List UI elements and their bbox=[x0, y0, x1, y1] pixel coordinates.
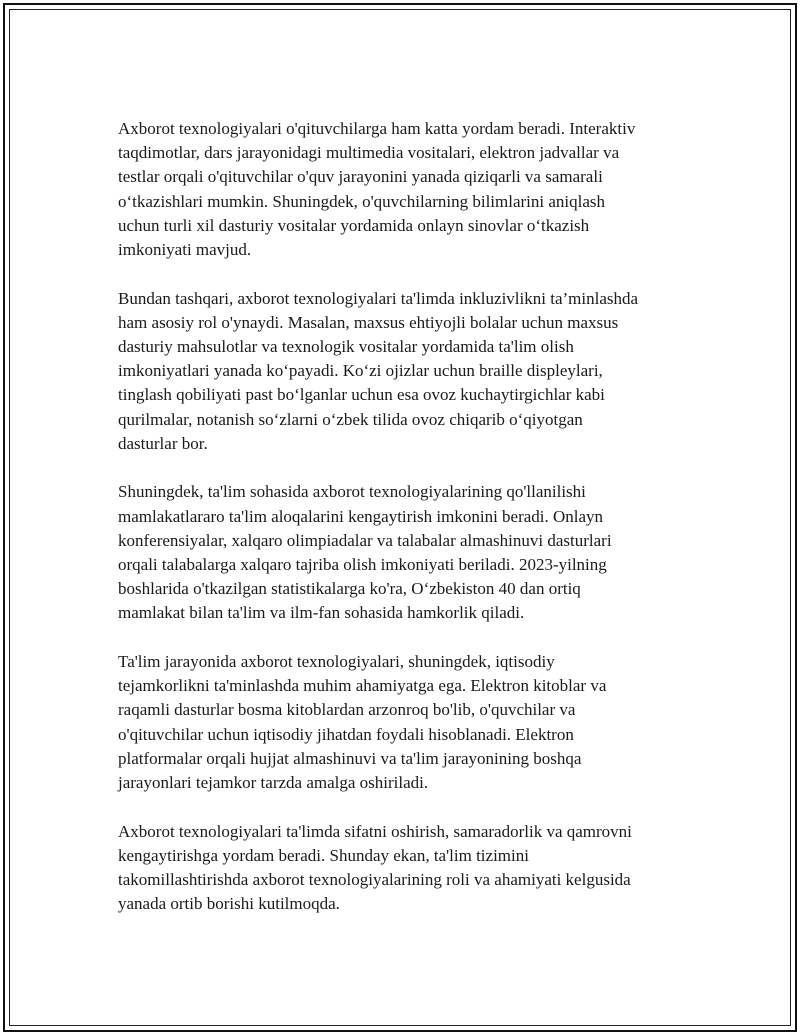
paragraph-3: Shuningdek, ta'lim sohasida axborot texnologiyalarining qo'llanilishi mamlakatlararo ta'lim aloqalarini kengaytirish imkonini beradi. Onlayn konferensiyalar, xalqaro olimpiadalar va talabalar almashinuvi dasturlari orqali talabalarga xalqaro tajriba olish imkoniyati beriladi. 2023-yilning boshlarida o'tkazilgan statistikalarga ko'ra, O‘zbekiston 40 dan ortiq mamlakat bilan ta'lim va ilm-fan sohasida hamkorlik qiladi. bbox=[118, 482, 612, 623]
document-body bbox=[118, 117, 688, 941]
paragraph-2: Bundan tashqari, axborot texnologiyalari ta'limda inkluzivlikni ta’minlashda ham asosiy rol o'ynaydi. Masalan, maxsus ehtiyojli bolalar uchun maxsus dasturiy mahsulotlar va texnologik vositalar yordamida ta'lim olish imkoniyatlari yanada ko‘payadi. Ko‘zi ojizlar uchun braille displeylari, tinglash qobiliyati past bo‘lganlar uchun esa ovoz kuchaytirgichlar kabi qurilmalar, notanish so‘zlarni o‘zbek tilida ovoz chiqarib o‘qiyotgan dasturlar bor. bbox=[118, 288, 639, 453]
paragraph-5: Axborot texnologiyalari ta'limda sifatni oshirish, samaradorlik va qamrovni kengaytirishga yordam beradi. Shunday ekan, ta'lim tizimini takomillashtirishda axborot texnologiyalarining roli va ahamiyati kelgusida yanada ortib borishi kutilmoqda. bbox=[118, 821, 632, 914]
paragraph-1: Axborot texnologiyalari o'qituvchilarga ham katta yordam beradi. Interaktiv taqdimotlar, dars jarayonidagi multimedia vositalari, elektron jadvallar va testlar orqali o'qituvchilar o'quv jarayonini yanada qiziqarli va samarali o‘tkazishlari mumkin. Shuningdek, o'quvchilarning bilimlarini aniqlash uchun turli xil dasturiy vositalar yordamida onlayn sinovlar o‘tkazish imkoniyati mavjud. bbox=[118, 119, 636, 260]
paragraph-4: Ta'lim jarayonida axborot texnologiyalari, shuningdek, iqtisodiy tejamkorlikni ta'minlashda muhim ahamiyatga ega. Elektron kitoblar va raqamli dasturlar bosma kitoblardan arzonroq bo'lib, o'quvchilar va o'qituvchilar uchun iqtisodiy jihatdan foydali hisoblanadi. Elektron platformalar orqali hujjat almashinuvi va ta'lim jarayonining boshqa jarayonlari tejamkor tarzda amalga oshiriladi. bbox=[118, 652, 607, 793]
